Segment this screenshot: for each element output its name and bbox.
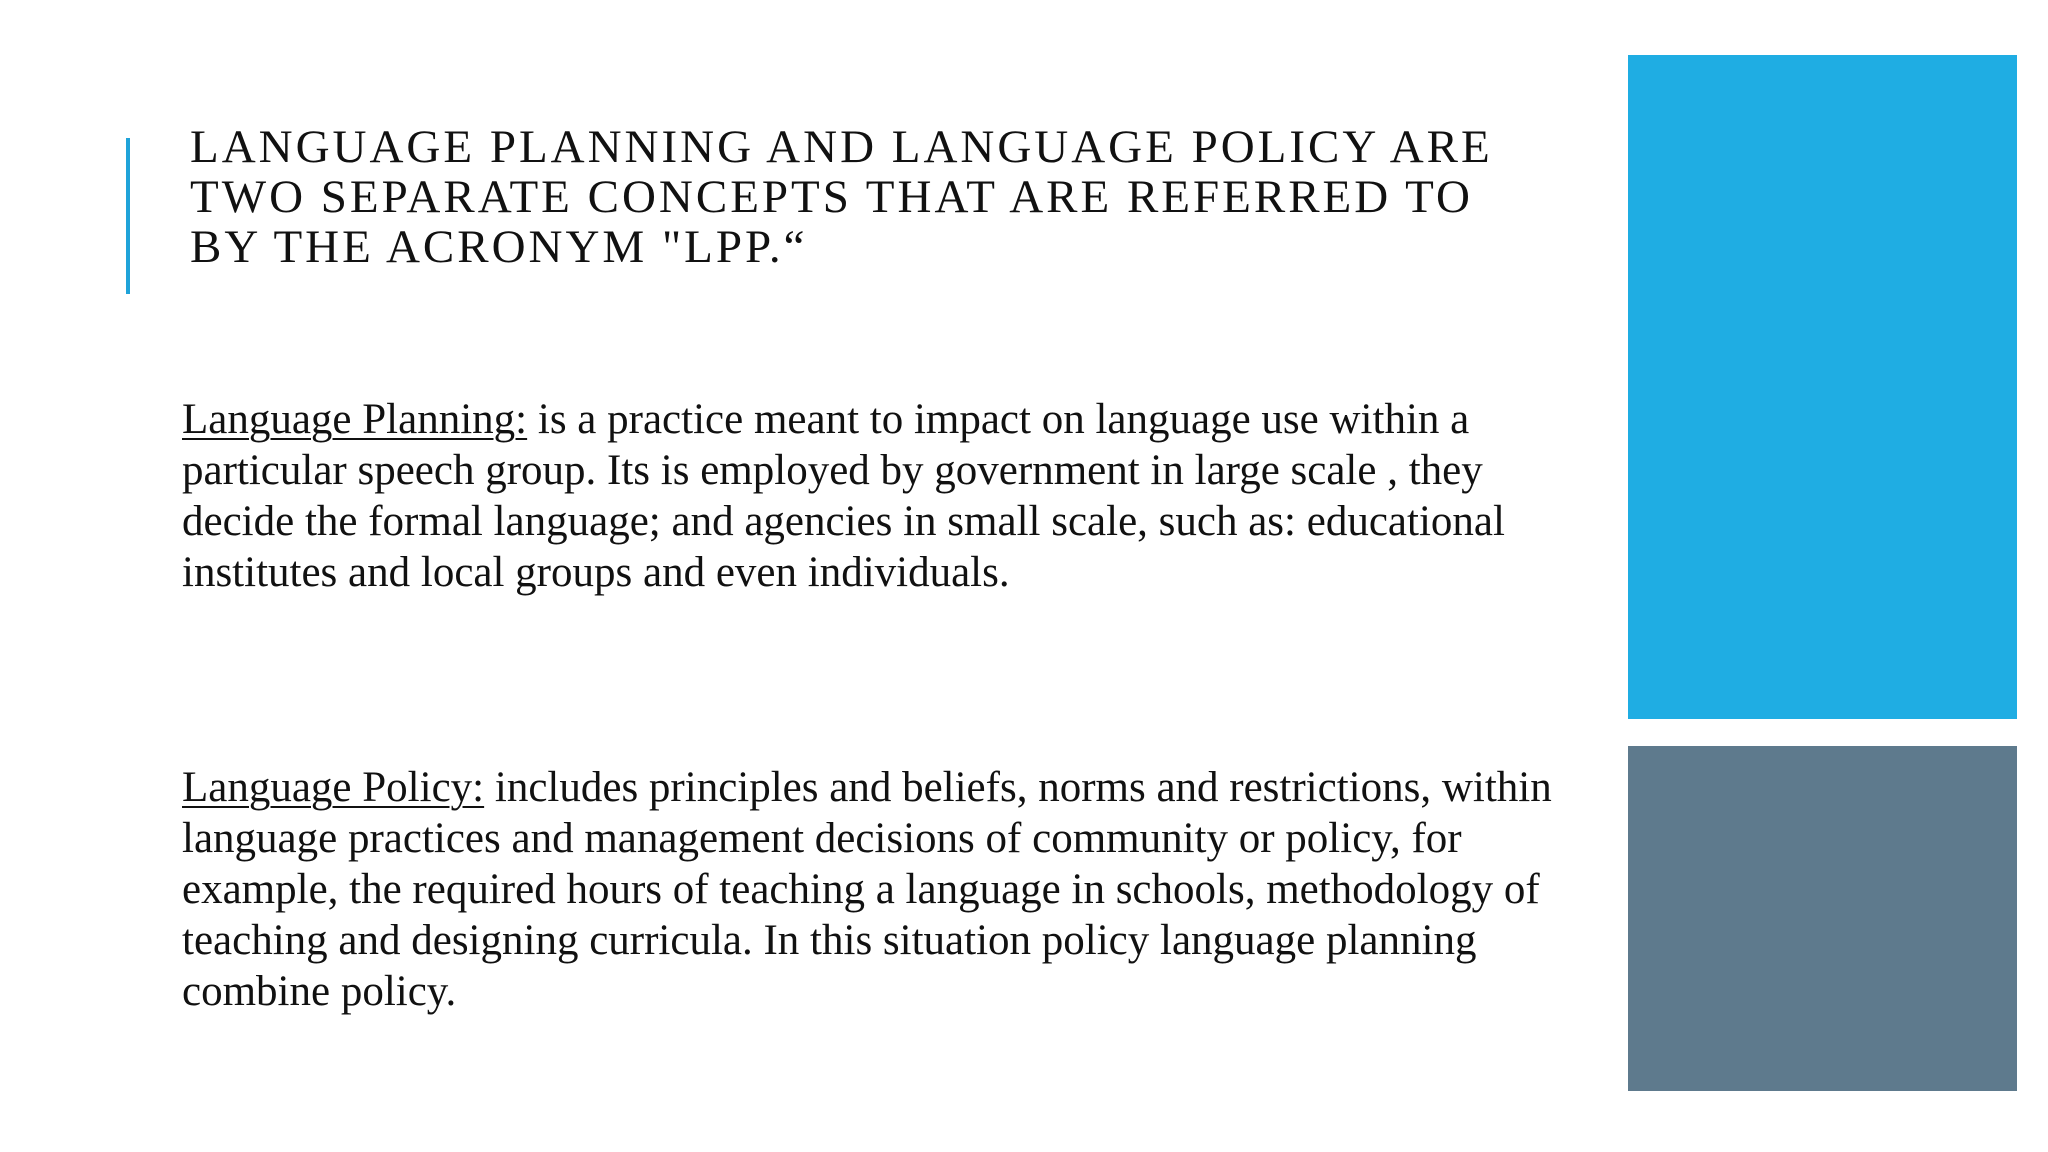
decorative-blue-block bbox=[1628, 55, 2017, 719]
decorative-slate-block bbox=[1628, 746, 2017, 1091]
language-planning-term: Language Planning: bbox=[182, 396, 528, 443]
language-policy-definition: includes principles and beliefs, norms and restrictions, within language practices and management decisions of community or policy, for example, the required hours of teaching a language in schools, methodology of teaching and designing curricula. In this situation policy language planning combine policy. bbox=[182, 764, 1552, 1015]
language-policy-term: Language Policy: bbox=[182, 764, 485, 811]
slide-title: LANGUAGE PLANNING AND LANGUAGE POLICY ARE TWO SEPARATE CONCEPTS THAT ARE REFERRED TO BY THE ACRONYM "LPP.“ bbox=[190, 121, 1493, 273]
language-planning-definition: is a practice meant to impact on language use within a particular speech group. Its is employed by government in large scale , they decide the formal language; and agencies in small scale, such as: educational institutes and local groups and even individuals. bbox=[182, 396, 1505, 596]
language-policy-paragraph bbox=[182, 762, 1562, 1017]
language-planning-paragraph bbox=[182, 394, 1562, 598]
title-accent-line bbox=[126, 138, 130, 294]
